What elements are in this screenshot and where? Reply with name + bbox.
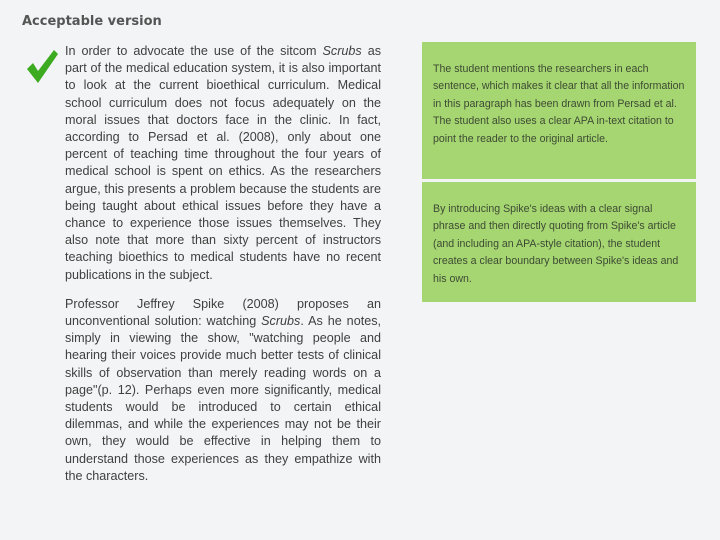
page-title: Acceptable version — [22, 14, 162, 29]
essay-p2-title: Scrubs — [261, 314, 301, 329]
essay-paragraph-1 — [65, 43, 381, 284]
essay-paragraph-2 — [65, 296, 381, 485]
annotation-box-2: By introducing Spike's ideas with a clear signal phrase and then directly quoting from Spike's article (and including an APA-style citation), the student creates a clear boundary between Spike's ideas and his own. — [422, 182, 696, 302]
essay-text — [65, 43, 381, 485]
annotation-box-1: The student mentions the researchers in each sentence, which makes it clear that all the information in this paragraph has been drawn from Persad et al. The student also uses a clear APA in-text citation to point the reader to the original article. — [422, 42, 696, 179]
essay-p1-title: Scrubs — [322, 44, 362, 58]
essay-p1-text-2: as part of the medical education system, it is also important to look at the current bioethical curriculum. Medical school curriculum does not focus adequately on the moral issues that doctors face in the clinic. In fact, according to Persad et al. (2008), only about one percent of teaching time throughout the four years of medical school is spent on ethics. As the researchers argue, this presents a problem because the students are being taught about ethical issues before they have a chance to experience those issues themselves. They also note that more than sixty percent of instructors teaching bioethics to medical students have no recent publications in the subject. — [65, 44, 381, 282]
check-icon — [24, 46, 60, 86]
essay-p2-text-2: . As he notes, simply in viewing the show, "watching people and hearing their voices provide much better tests of clinical skills of observation than merely reading words on a page"(p. 12). Perhaps even more significantly, medical students would be introduced to certain ethical dilemmas, and while the experiences may not be their own, they would be effective in helping them to understand those experiences as they empathize with the characters. — [65, 314, 381, 483]
essay-p2-text-1: Professor Jeffrey Spike (2008) proposes an unconventional solution: watching — [65, 296, 381, 329]
essay-p1-text-1: In order to advocate the use of the sitcom — [65, 44, 323, 58]
annotations-column — [422, 42, 696, 302]
